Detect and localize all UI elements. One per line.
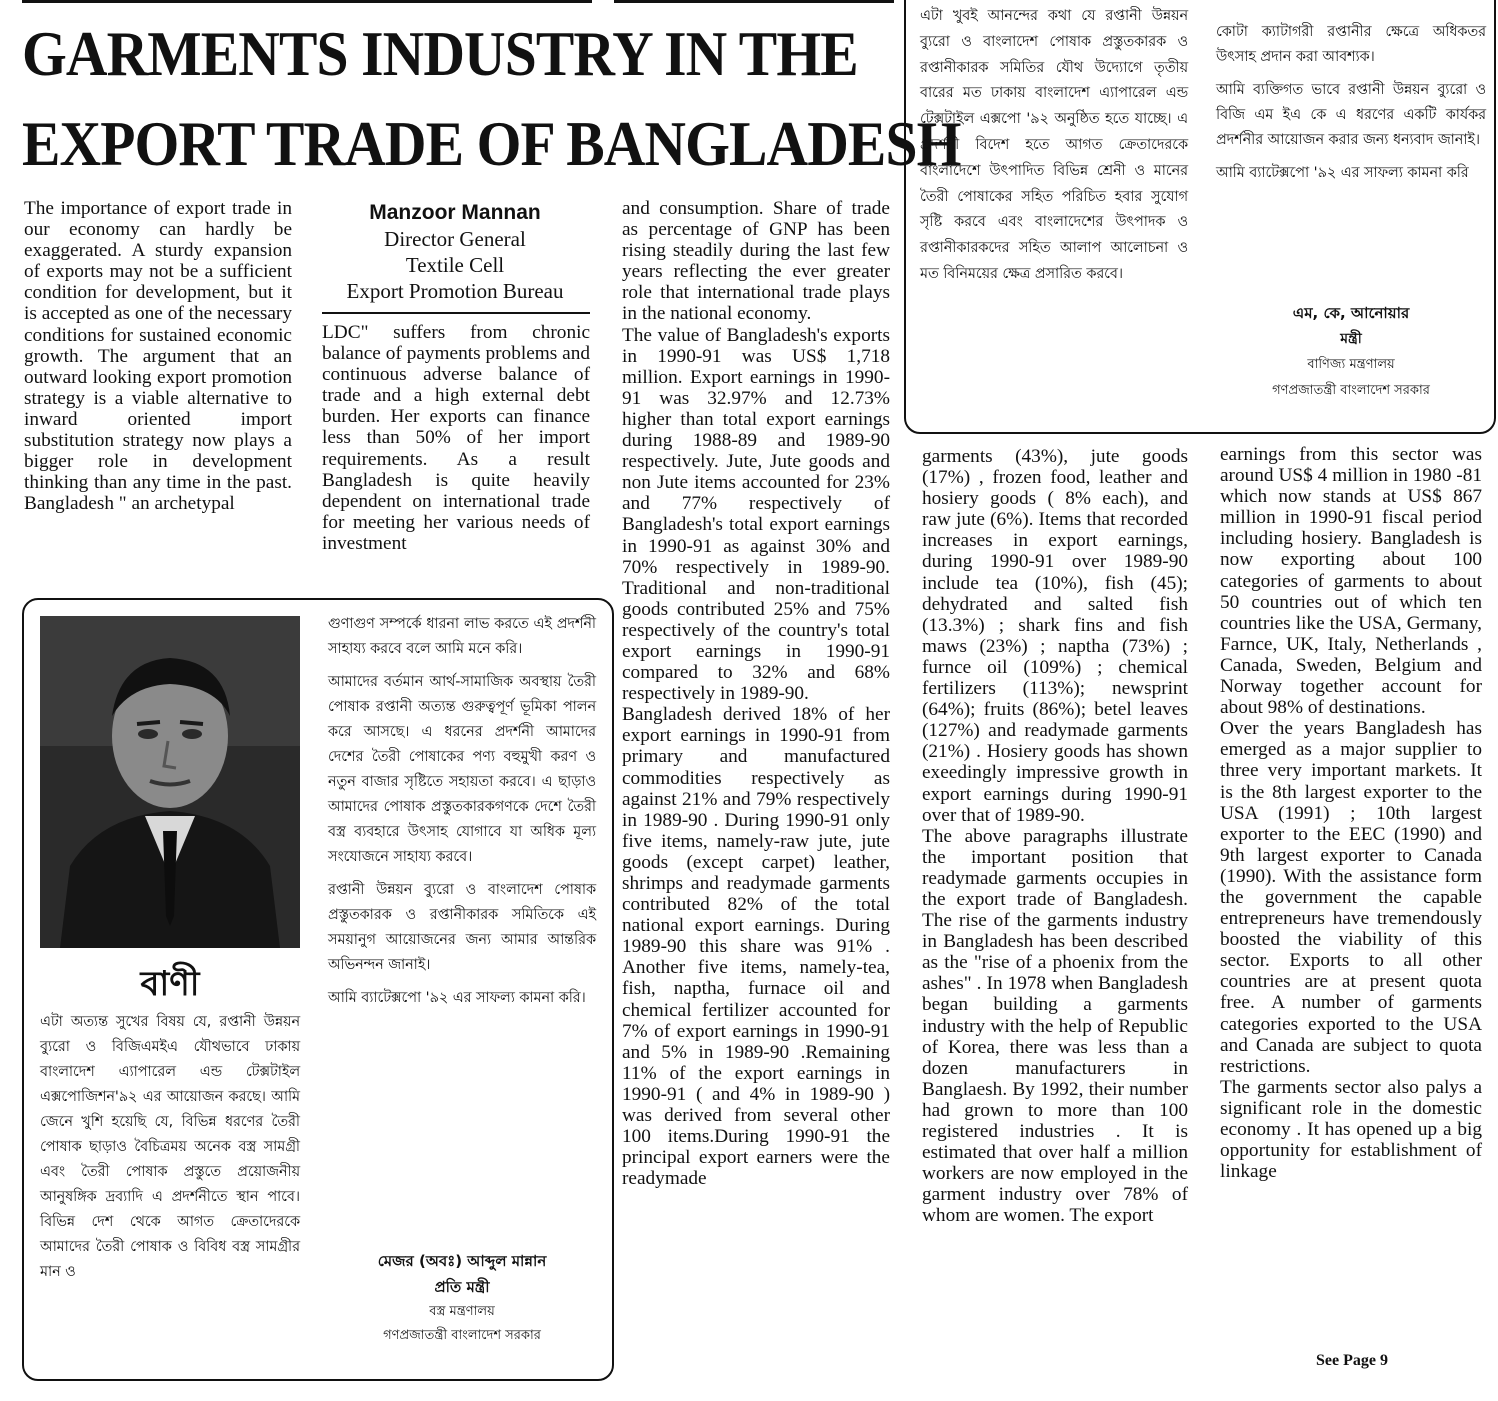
message-paragraph: আমি ব্যাটেক্সপো '৯২ এর সাফল্য কামনা করি (1216, 165, 1469, 181)
article-paragraph: Over the years Bangladesh has emerged as a major supplier to three very important markets. It is the 8th largest exporter to the USA (1991) ; 10th largest exporter to the EEC (1990) and 9th largest exporter to Canada (1990). With the assistance form the government the capable entrepreneurs have tremendously boosted the viability of this sector. Exports to all other countries are at present quota free. A number of garments categories exported to the USA and Canada are subject to quota restrictions. (1220, 718, 1482, 1077)
signatory-government: গণপ্রজাতন্ত্রী বাংলাদেশ সরকার (383, 1328, 541, 1343)
message-paragraph: রপ্তানী উন্নয়ন ব্যুরো ও বাংলাদেশ পোষাক প্রস্তুতকারক ও রপ্তানীকারক সমিতিকে এই সময়ানুগ আয়োজনের জন্য আমার আন্তরিক অভিনন্দন জানাই। (328, 882, 596, 973)
article-column-4 (922, 446, 1188, 1226)
portrait-image (40, 616, 300, 948)
signatory-ministry: বাণিজ্য মন্ত্রণালয় (1307, 357, 1395, 372)
article-column-1 (24, 198, 292, 514)
message-paragraph: এটা খুবই আনন্দের কথা যে রপ্তানী উন্নয়ন ব্যুরো ও বাংলাদেশ পোষাক প্রস্তুতকারক ও রপ্তানীকারক সমিতির যৌথ উদ্যোগে তৃতীয় বারের মত ঢাকায় বাংলাদেশ এ্যাপারেল এন্ড টেক্সটাইল এক্সপো '৯২ অনুষ্ঠিত হতে যাচ্ছে। এ প্রদর্শনী বিদেশ হতে আগত ক্রেতাদেরকে বাংলাদেশে উৎপাদিত বিভিন্ন শ্রেনী ও মানের তৈরী পোষাকের সহিত পরিচিত হবার সুযোগ সৃষ্টি করবে এবং বাংলাদেশের উৎপাদক ও রপ্তানীকারকদের সহিত আলাপ আলোচনা ও মত বিনিময়ের ক্ষেত্র প্রসারিত করবে। (920, 8, 1188, 282)
message-paragraph: গুণাগুণ সম্পর্কে ধারনা লাভ করতে এই প্রদর্শনী সাহায্য করবে বলে আমি মনে করি। (328, 616, 596, 657)
signatory-title: প্রতি মন্ত্রী (434, 1278, 490, 1296)
article-column-3 (622, 198, 890, 1189)
article-column-5 (1220, 444, 1482, 1182)
article-paragraph: The above paragraphs illustrate the important position that readymade garments occupies in the export trade of Bangladesh. The rise of the garments industry in Bangladesh has been described as the "rise of a phoenix from the ashes" . In 1978 when Bangladesh began building a garments industry with the help of Republic of Korea, there was less than a dozen manufacturers in Banglaesh. By 1992, their number had grown to more than 100 registered industries . It is estimated that over half a million workers are now employed in the garment industry over 78% of whom are women. The export (922, 825, 1188, 1227)
headline-line-1: GARMENTS INDUSTRY IN THE (22, 18, 858, 89)
message-left-column-2 (328, 612, 596, 1019)
article-paragraph: earnings from this sector was around US$ 4 million in 1980 -81 which now stands at US$ 867 million in 1990-91 fiscal period including hosiery. Bangladesh is now exporting about 100 categories of garments to about 50 countries out of which ten countries like the USA, Germany, Farnce, UK, Italy, Netherlands , Canada, Sweden, Belgium and Norway together account for about 98% of destinations. (1220, 444, 1482, 719)
signatory-ministry: বস্ত্র মন্ত্রণালয় (429, 1304, 495, 1319)
message-paragraph: কোটা ক্যাটাগরী রপ্তানীর ক্ষেত্রে অধিকতর উৎসাহ প্রদান করা আবশ্যক। (1216, 24, 1486, 65)
message-right-column-2 (1216, 20, 1486, 194)
article-paragraph: LDC" suffers from chronic balance of payments problems and continuous adverse balance of trade and a high external debt burden. Her exports can finance less than 50% of her import requirements. As a result Bangladesh is quite heavily dependent on international trade for meeting her various needs of investment (322, 322, 590, 554)
signature-block (328, 1248, 596, 1348)
author-dept: Textile Cell (405, 253, 505, 277)
message-paragraph: আমি ব্যক্তিগত ভাবে রপ্তানী উন্নয়ন ব্যুরো ও বিজি এম ইএ কে এ ধরণের একটি কার্যকর প্রদর্শনীর আয়োজন করার জন্য ধন্যবাদ জানাই। (1216, 82, 1486, 148)
article-paragraph: The value of Bangladesh's exports in 1990-91 was US$ 1,718 million. Export earnings in 1990-91 was 32.97% and 12.73% higher than total export earnings during 1988-89 and 1989-90 respectively. Jute, Jute goods and non Jute items accounted for 23% and 77% respectively of Bangladesh's total export earnings in 1990-91 as against 30% and 70% respectively in 1989-90. Traditional and non-traditional goods contributed 25% and 75% respectively of the country's total export earnings in 1990-91 compared to 32% and 68% respectively in 1989-90. (622, 324, 890, 705)
article-paragraph: and consumption. Share of trade as percentage of GNP has been rising steadily during the last few years reflecting the ever greater role that international trade plays in the national economy. (622, 198, 890, 325)
signatory-name: মেজর (অবঃ) আব্দুল মান্নান (377, 1252, 547, 1270)
author-org: Export Promotion Bureau (346, 279, 564, 303)
top-rule (22, 0, 592, 3)
message-paragraph: এটা অত্যন্ত সুখের বিষয় যে, রপ্তানী উন্নয়ন ব্যুরো ও বিজিএমইএ যৌথভাবে ঢাকায় বাংলাদেশ এ্যাপারেল এন্ড টেক্সটাইল এক্সপোজিশন'৯২ এর আয়োজন করছে। আমি জেনে খুশি হয়েছি যে, বিভিন্ন ধরণের তৈরী পোষাক ছাড়াও বৈচিত্রময় অনেক বস্ত্র সামগ্রী এবং তৈরী পোষাক প্রস্তুতে প্রয়োজনীয় আনুষঙ্গিক দ্রব্যাদি এ প্রদর্শনীতে স্থান পাবে। বিভিন্ন দেশ থেকে আগত ক্রেতাদেরকে আমাদের তৈরী পোষাক ও বিবিধ বস্ত্র সামগ্রীর মান ও (40, 1014, 300, 1280)
message-paragraph: আমাদের বর্তমান আর্থ-সামাজিক অবস্থায় তৈরী পোষাক রপ্তানী অত্যন্ত গুরুত্বপূর্ণ ভূমিকা পালন করে আসছে। এ ধরনের প্রদর্শনী আমাদের দেশের তৈরী পোষাকের পণ্য বহুমুখী করণ ও নতুন বাজার সৃষ্টিতে সহায়তা করবে। এ ছাড়াও আমাদের পোষাক প্রস্তুতকারকগণকে দেশে তৈরী বস্ত্র ব্যবহারে উৎসাহ যোগাবে যা অধিক মূল্য সংযোজনে সাহায্য করবে। (328, 674, 596, 865)
article-paragraph: The garments sector also palys a significant role in the domestic economy . It has opened up a big opportunity for establishment of linkage (1220, 1076, 1482, 1183)
headline-line-2: EXPORT TRADE OF BANGLADESH (22, 108, 961, 179)
message-right-column-1 (920, 4, 1188, 296)
article-paragraph: The importance of export trade in our economy can hardly be exaggerated. A sturdy expansion of exports may not be a sufficient condition for development, but it is accepted as one of the necessary conditions for sustained economic growth. The argument that an outward looking export promotion strategy is a viable alternative to inward oriented import substitution strategy now plays a bigger role in development thinking than any time in the past. Bangladesh " an archetypal (24, 198, 292, 515)
message-heading: বাণী (140, 964, 200, 1004)
author-title: Director General (384, 227, 526, 251)
message-paragraph: আমি ব্যাটেক্সপো '৯২ এর সাফল্য কামনা করি। (328, 990, 586, 1006)
see-page-note: See Page 9 (1316, 1352, 1388, 1369)
byline-divider (322, 312, 590, 314)
top-rule (614, 0, 894, 3)
byline (320, 200, 590, 304)
article-paragraph: garments (43%), jute goods (17%) , frozen food, leather and hosiery goods ( 8% each), and raw jute (6%). Items that recorded increases in export earnings, during 1990-91 over 1989-90 include tea (10%), fish (45); dehydrated and salted fish (13.3%) ; shark fins and fish maws (23%) ; naptha (73%) ; furnce oil (109%) ; chemical fertilizers (113%); newsprint (64%); fruits (86%); betel leaves (127%) and readymade garments (21%) . Hosiery goods has shown exeedingly impressive growth in export earnings during 1990-91 over that of 1989-90. (922, 446, 1188, 826)
portrait-photo (40, 616, 300, 948)
signatory-name: এম, কে, আনোয়ার (1292, 304, 1410, 322)
author-name: Manzoor Mannan (369, 201, 541, 224)
message-left-column-1 (40, 1010, 300, 1293)
article-column-2 (322, 322, 590, 554)
signatory-title: মন্ত্রী (1340, 331, 1362, 347)
signatory-government: গণপ্রজাতন্ত্রী বাংলাদেশ সরকার (1272, 383, 1430, 398)
article-paragraph: Bangladesh derived 18% of her export earnings in 1990-91 from primary and manufactured commodities respectively as against 21% and 79% respectively in 1989-90 . During 1990-91 only five items, namely-raw jute, jute goods (except carpet) leather, shrimps and readymade garments contributed 82% of the total national export earnings. During 1989-90 this share was 91% . Another five items, namely-tea, fish, naptha, furnace oil and chemical fertilizer accounted for 7% of export earnings in 1990-91 and 5% in 1989-90 .Remaining 11% of the export earnings in 1990-91 ( and 4% in 1989-90 ) was derived from several other 100 items.During 1990-91 the principal export earners were the readymade (622, 704, 890, 1190)
signature-block (1216, 300, 1486, 404)
